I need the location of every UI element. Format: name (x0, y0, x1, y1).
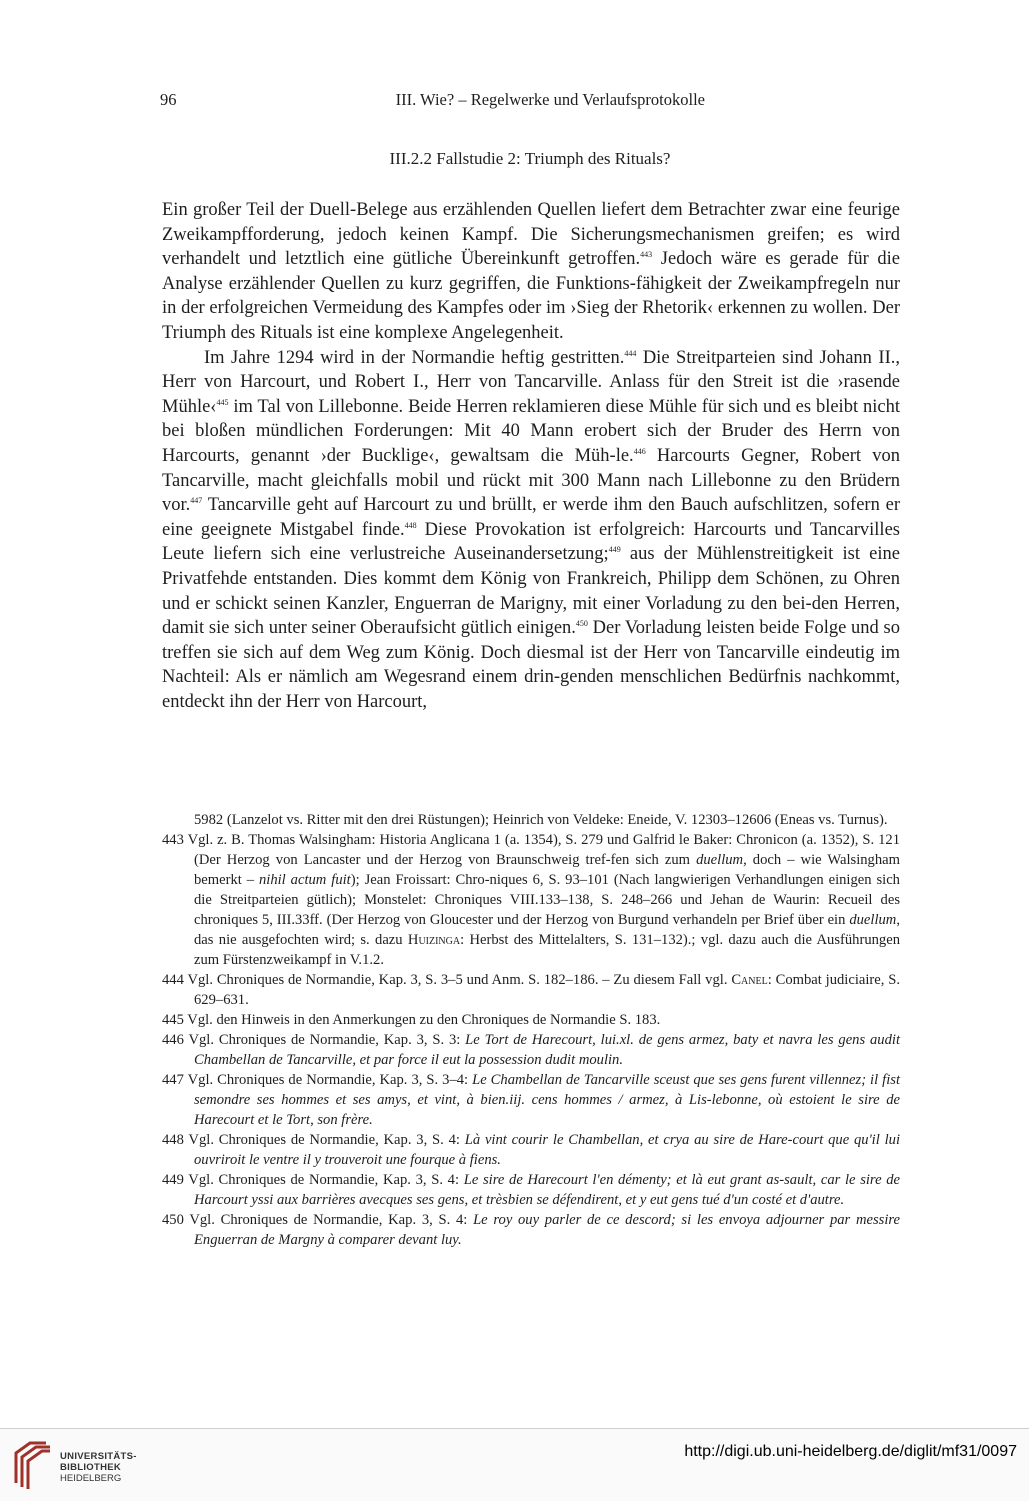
footnote-450: 450 Vgl. Chroniques de Normandie, Kap. 3, S. 4: Le roy ouy parler de ce descord; si les envoya adjourner par messire Enguerran de Margny à comparer devant luy. (162, 1212, 901, 1248)
footnote-ref-449[interactable]: 449 (608, 545, 621, 555)
section-heading: III.2.2 Fallstudie 2: Triumph des Rituals? (389, 149, 671, 168)
library-logo-icon (10, 1439, 54, 1491)
footnote-449: 449 Vgl. Chroniques de Normandie, Kap. 3, S. 4: Le sire de Harecourt l'en démenty; et là eut grant as-sault, car le sire de Harcourt yssi aux barrières avecques ses gens, et trèsbien se défendirent, et y eut gens tué d'un costé et d'autre. (162, 1172, 901, 1208)
footnote-ref-445[interactable]: 445 (216, 397, 229, 407)
footnote-ref-448[interactable]: 448 (404, 520, 417, 530)
footnote-443: 443 Vgl. z. B. Thomas Walsingham: Historia Anglicana 1 (a. 1354), S. 279 und Galfrid le Baker: Chronicon (a. 1352), S. 121 (Der Herzog von Lancaster und der Herzog von Braunschweig tref-fen sich zum duellum, doch – wie Walsingham bemerkt – nihil actum fuit); Jean Froissart: Chro-niques 6, S. 93–101 (Nach langwierigen Verhandlungen einigen sich die Streitparteien gütlich); Monstelet: Chroniques VIII.133–138, S. 248–266 und Jehan de Waurin: Recueil des chroniques 5, III.33ff. (Der Herzog von Gloucester und der Herzog von Burgund verhandeln per Brief über ein duellum, das nie ausgefochten wird; s. dazu Huizinga: Herbst des Mittelalters, S. 131–132).; vgl. dazu auch die Ausführungen zum Fürstenzweikampf in V.1.2. (162, 832, 901, 968)
footnotes (162, 810, 900, 1250)
library-logo[interactable] (10, 1439, 210, 1491)
footnote-448: 448 Vgl. Chroniques de Normandie, Kap. 3, S. 4: Là vint courir le Chambellan, et crya au sire de Hare-court que qu'il lui ouvriroit le ventre il y trouveroit une fourque à fiens. (162, 1132, 900, 1168)
footnote-ref-447[interactable]: 447 (190, 496, 203, 506)
footnote-447: 447 Vgl. Chroniques de Normandie, Kap. 3, S. 3–4: Le Chambellan de Tancarville sceust que ses gens furent villennez; il fist semondre ses hommes et ses amys, et vint, à bien.iij. cens hommes / armez, à Lis-lebonne, où estoient le sire de Harecourt et le Tort, son frère. (162, 1072, 901, 1128)
footnote-ref-446[interactable]: 446 (633, 446, 646, 456)
library-logo-text: UNIVERSITÄTS- BIBLIOTHEK HEIDELBERG (60, 1451, 137, 1484)
paragraph-1: Ein großer Teil der Duell-Belege aus erzählenden Quellen liefert dem Betrachter zwar eine feurige Zweikampfforderung, jedoch keinen Kampf. Die Sicherungsmechanismen greifen; es wird verhandelt und letztlich eine gütliche Übereinkunft getroffen.$^{443}$ Jedoch wäre es gerade für die Analyse erzählender Quellen zu kurz gegriffen, die Funktions-fähigkeit der Zweikampfregeln nur in der erfolgreichen Vermeidung des Kampfes oder im ›Sieg der Rhetorik‹ erkennen zu wollen. Der Triumph des Rituals ist eine komplexe Angelegenheit. (162, 200, 900, 343)
viewer-footer (0, 1428, 1029, 1501)
paragraph-2: Im Jahre 1294 wird in der Normandie heftig gestritten.$^{444}$ Die Streitparteien sind Johann II., Herr von Harcourt, und Robert I., Herr von Tancarville. Anlass für den Streit ist die ›rasende Mühle‹$^{445}$ im Tal von Lillebonne. Beide Herren reklamieren diese Mühle für sich und es bleibt nicht bei bloßen mündlichen Forderungen: Mit 40 Mann erobert sich der Bruder des Herrn von Harcourts, genannt ›der Bucklige‹, gewaltsam die Müh-le.$^{446}$ Harcourts Gegner, Robert von Tancarville, macht gleichfalls mobil und rückt mit 300 Mann nach Lillebonne zu den Brüdern vor.$^{447}$ Tancarville geht auf Harcourt zu und brüllt, er werde ihm den Bauch aufschlitzen, sofern er eine geeignete Mistgabel finde.$^{448}$ Diese Provokation ist erfolgreich: Harcourts und Tancarvilles Leute liefern sich eine verlustreiche Auseinandersetzung;$^{449}$ aus der Mühlenstreitigkeit ist eine Privatfehde entstanden. Dies kommt dem König von Frankreich, Philipp dem Schönen, zu Ohren und er schickt seinen Kanzler, Enguerran de Marigny, mit einer Vorladung zu den bei-den Herren, damit sie sich unter seiner Oberaufsicht gütlich einigen.$^{450}$ Der Vorladung leisten beide Folge und so treffen sie sich auf dem Weg zum König. Doch diesmal ist der Herr von Tancarville eindeutig im Nachteil: Als er nämlich am Wegesrand einem drin-genden menschlichen Bedürfnis nachkommt, entdeckt ihn der Herr von Harcourt, (162, 347, 900, 712)
running-head: III. Wie? – Regelwerke und Verlaufsprotokolle (395, 90, 705, 109)
body-text (162, 198, 900, 714)
source-url-link[interactable]: http://digi.ub.uni-heidelberg.de/diglit/mf31/0097 (684, 1443, 1017, 1460)
footnote-446: 446 Vgl. Chroniques de Normandie, Kap. 3, S. 3: Le Tort de Harecourt, lui.xl. de gens armez, baty et navra les gens audit Chambellan de Tancarville, et par force il eut la possession dudit moulin. (162, 1032, 900, 1068)
footnote-ref-444[interactable]: 444 (624, 348, 637, 358)
footnote-ref-443[interactable]: 443 (640, 250, 653, 260)
footnote-ref-450[interactable]: 450 (575, 619, 588, 629)
page-header (160, 90, 705, 114)
footnote-continuation: 5982 (Lanzelot vs. Ritter mit den drei Rüstungen); Heinrich von Veldeke: Eneide, V. 12303–12606 (Eneas vs. Turnus). (194, 812, 888, 828)
page-number: 96 (160, 90, 177, 109)
footnote-445: 445 Vgl. den Hinweis in den Anmerkungen zu den Chroniques de Normandie S. 183. (162, 1012, 661, 1028)
footnote-444: 444 Vgl. Chroniques de Normandie, Kap. 3, S. 3–5 und Anm. S. 182–186. – Zu diesem Fall vgl. Canel: Combat judiciaire, S. 629–631. (162, 972, 900, 1008)
